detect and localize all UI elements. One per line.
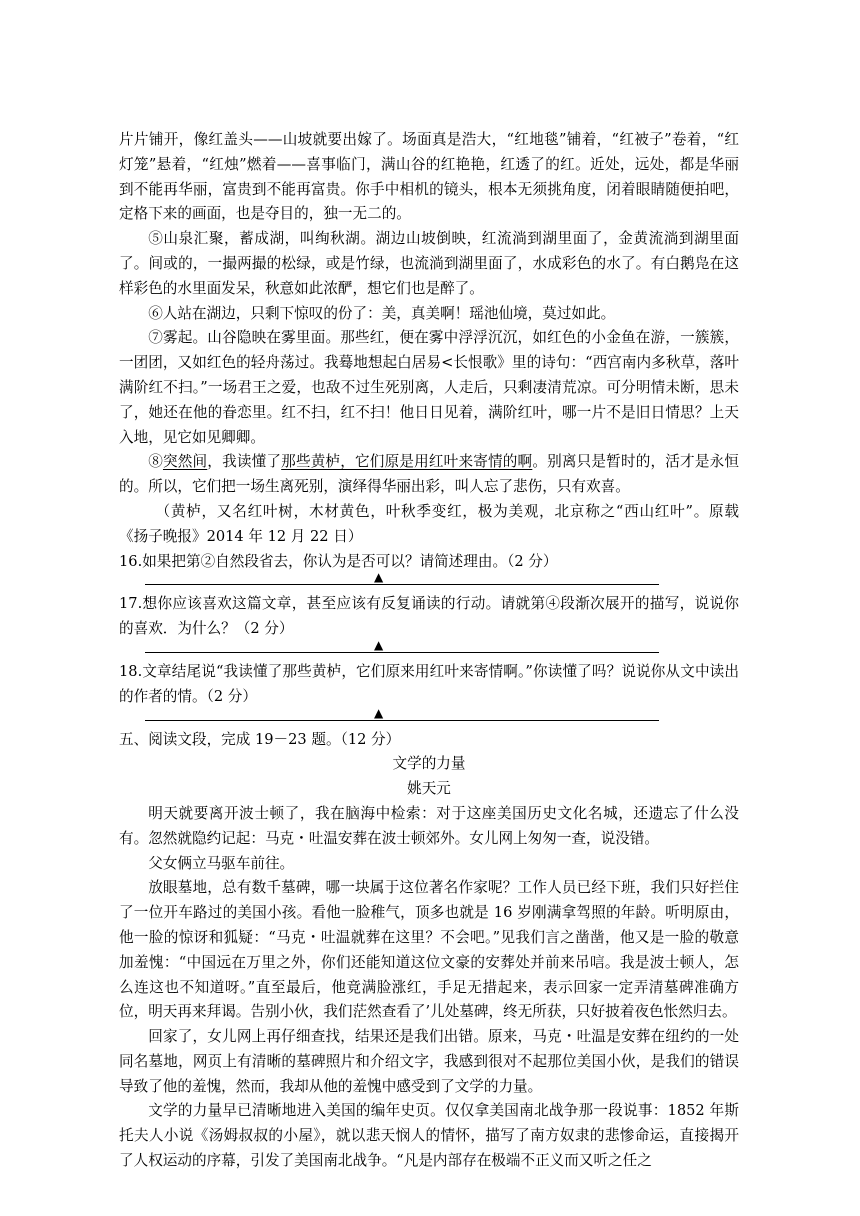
answer-marker-icon: ▲ [374,637,384,652]
answer-line-18[interactable] [119,705,739,726]
question-18: 18.文章结尾说“我读懂了那些黄栌，它们原来用红叶来寄情啊。”你读懂了吗？说说你从文中读出的作者的情。（2 分） [119,662,739,705]
body-paragraph-3: 放眼墓地，总有数千墓碑，哪一块属于这位著名作家呢？工作人员已经下班，我们只好拦住了一位开车路过的美国小孩。看他一脸稚气，顶多也就是 16 岁刚满拿驾照的年龄。听明原由，他一脸的惊讶和狐疑：“马克・吐温就葬在这里？不会吧。”见我们言之凿凿，他又是一脸的敬意加羞愧：“中国远在万里之外，你们还能知道这位文豪的安葬处并前来吊唁。我是波士顿人，怎么连这也不知道呀。”直至最后，他竟满脸涨红，手足无措起来，表示回家一定弄清墓碑准确方位，明天再来拜谒。告别小伙，我们茫然查看了’儿处墓碑，终无所获，只好披着夜色怅然归去。 [119,879,739,1021]
underlined-phrase-huanglu: 那些黄栌，它们原是用红叶来寄情的啊 [281,453,533,471]
section-5-heading: 五、阅读文段，完成 19－23 题。（12 分） [119,730,401,748]
paragraph-8-text-a: ，我读懂了 [207,453,282,471]
answer-rule [145,584,659,585]
underlined-phrase-sudden: 突然间 [162,453,208,471]
question-17: 17.想你应该喜欢这篇文章，甚至应该有反复诵读的行动。请就第④段渐次展开的描写，说说你的喜欢．为什么？（2 分） [119,595,739,638]
answer-rule [145,652,659,653]
body-paragraph-2: 父女俩立马驱车前往。 [148,854,295,872]
paragraph-8 [119,450,739,500]
source-note: （黄栌，又名红叶树，木材黄色，叶秋季变红，极为美观，北京称之“西山红叶”。原载《扬子晚报》2014 年 12 月 22 日） [119,502,739,545]
paragraph-7: ⑦雾起。山谷隐映在雾里面。那些红，便在雾中浮浮沉沉，如红色的小金鱼在游，一簇簇，一团团，又如红色的轻舟荡过。我蓦地想起白居易<长恨歌》里的诗句：“西宫南内多秋草，落叶满阶红不扫。”一场君王之爱，也敌不过生死别离，人走后，只剩凄清荒凉。可分明情未断，思未了，她还在他的眷恋里。红不扫，红不扫！他日日见着，满阶红叶，哪一片不是旧日情思？上天入地，见它如见卿卿。 [119,329,739,446]
answer-marker-icon: ▲ [374,570,384,585]
body-paragraph-5: 文学的力量早已清晰地进入美国的编年史页。仅仅拿美国南北战争那一段说事：1852 年斯托夫人小说《汤姆叔叔的小屋》，就以悲天悯人的情怀，描写了南方奴隶的悲惨命运，直接揭开了人权运动的序幕，引发了美国南北战争。“凡是内部存在极端不正义而又听之任之 [119,1102,739,1170]
answer-marker-icon: ▲ [374,705,384,720]
paragraph-6: ⑥人站在湖边，只剩下惊叹的份了：美，真美啊！瑶池仙境，莫过如此。 [148,304,616,322]
answer-line-16[interactable] [119,570,739,590]
document-page [119,128,739,1174]
article-title: 文学的力量 [392,755,466,773]
question-16: 16.如果把第②自然段省去，你认为是否可以？请简述理由。（2 分） [119,552,558,570]
paragraph-8-text-b: 。别离只是暂时的，活才是永恒的。所以，它们把一场生离死别，演绎得华丽出彩，叫人忘了悲伤，只有欢喜。 [119,453,739,496]
body-paragraph-4: 回家了，女儿网上再仔细查找，结果还是我们出错。原来，马克・吐温是安葬在纽约的一处同名墓地，网页上有清晰的墓碑照片和介绍文字，我感到很对不起那位美国小伙，是我们的错误导致了他的羞愧，然而，我却从他的羞愧中感受到了文学的力量。 [119,1028,739,1095]
body-paragraph-1: 明天就要离开波士顿了，我在脑海中检索：对于这座美国历史文化名城，还遗忘了什么没有。忽然就隐约记起：马克・吐温安葬在波士顿郊外。女儿网上匆匆一查，说没错。 [119,804,739,847]
paragraph-8-number: ⑧ [148,453,163,471]
paragraph-5: ⑤山泉汇聚，蓄成湖，叫绚秋湖。湖边山坡倒映，红流淌到湖里面了，金黄流淌到湖里面了。间或的，一撮两撮的松绿，或是竹绿，也流淌到湖里面了，水成彩色的水了。有白鹅凫在这样彩色的水里面发呆，秋意如此浓酽，想它们也是醉了。 [119,230,739,297]
article-author: 姚天元 [407,780,451,798]
paragraph-4-continued: 片片铺开，像红盖头——山坡就要出嫁了。场面真是浩大，“红地毯”铺着，“红被子”卷着，“红灯笼”悬着，“红烛”燃着——喜事临门，满山谷的红艳艳，红透了的红。近处，远处，都是华丽到不能再华丽，富贵到不能再富贵。你手中相机的镜头，根本无须挑角度，闭着眼睛随便拍吧，定格下来的画面，也是夺目的，独一无二的。 [119,131,739,223]
answer-line-17[interactable] [119,637,739,658]
answer-rule [145,720,659,721]
